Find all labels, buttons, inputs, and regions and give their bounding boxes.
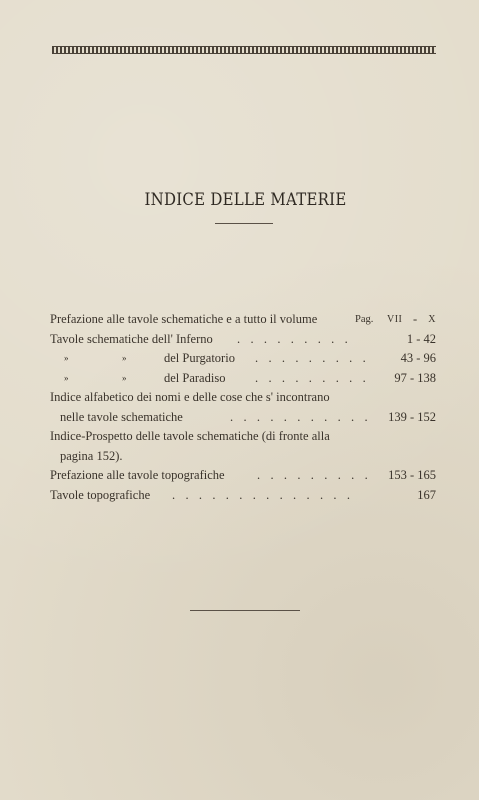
- toc-entry-leader: . . . . . . . . . . .: [230, 409, 372, 424]
- toc-entry-label: del Purgatorio: [164, 351, 235, 365]
- toc-entry: [50, 349, 436, 369]
- toc-entry-continuation: [50, 408, 436, 428]
- toc-entry: [50, 310, 436, 330]
- toc-entry-pages-sep: -: [413, 312, 418, 326]
- toc-entry-pages: 153 - 165: [388, 468, 436, 482]
- toc-entry-pages: 97 - 138: [394, 370, 436, 385]
- ditto-mark: »: [64, 372, 69, 383]
- toc-entry-label-line2: nelle tavole schematiche: [60, 409, 183, 424]
- toc-entry-label-line1: Indice-Prospetto delle tavole schematiche (di fronte alla: [50, 429, 330, 443]
- toc-entry-leader: . . . . . . . . .: [255, 351, 370, 365]
- ditto-mark: »: [122, 353, 127, 363]
- toc-entry: [50, 486, 436, 506]
- toc-entry-pages-start: VII: [387, 314, 403, 325]
- toc-entry-pages: 43 - 96: [400, 351, 436, 365]
- toc-entry: [50, 466, 436, 486]
- toc-entry-label-line1: Indice alfabetico dei nomi e delle cose che s' incontrano: [50, 390, 330, 404]
- title-underline-rule: [215, 223, 273, 224]
- toc-entry-label: Prefazione alle tavole topografiche: [50, 468, 225, 482]
- toc-entry-leader: . . . . . . . . .: [255, 370, 370, 385]
- toc-entry: [50, 388, 436, 408]
- ditto-mark: »: [64, 353, 69, 363]
- toc-entry: [50, 369, 436, 389]
- toc-entry-pag-label: Pag.: [355, 314, 374, 325]
- table-of-contents: [50, 310, 436, 505]
- ornamental-top-border: [52, 46, 436, 54]
- toc-entry-pages: 139 - 152: [388, 409, 436, 424]
- toc-entry-pages: 1 - 42: [406, 331, 436, 346]
- toc-entry-leader: . . . . . . . . . . . . . .: [172, 487, 354, 502]
- ditto-mark: »: [122, 372, 127, 383]
- toc-entry: [50, 330, 436, 350]
- toc-entry-leader: . . . . . . . . .: [257, 468, 372, 482]
- toc-entry-continuation: [50, 447, 436, 467]
- toc-entry-label: Tavole schematiche dell' Inferno: [50, 331, 213, 346]
- toc-entry-label-line2: pagina 152).: [60, 448, 123, 463]
- page-title: INDICE DELLE MATERIE: [144, 190, 347, 210]
- toc-entry-leader: . . . . . . . . .: [237, 331, 352, 346]
- toc-entry: [50, 427, 436, 447]
- toc-entry-label: Prefazione alle tavole schematiche e a tutto il volume: [50, 312, 318, 326]
- closing-rule: [190, 610, 300, 611]
- toc-entry-label: Tavole topografiche: [50, 487, 151, 502]
- toc-entry-pages-end: X: [428, 314, 436, 325]
- toc-entry-pages: 167: [417, 487, 436, 502]
- toc-entry-label: del Paradiso: [164, 370, 226, 385]
